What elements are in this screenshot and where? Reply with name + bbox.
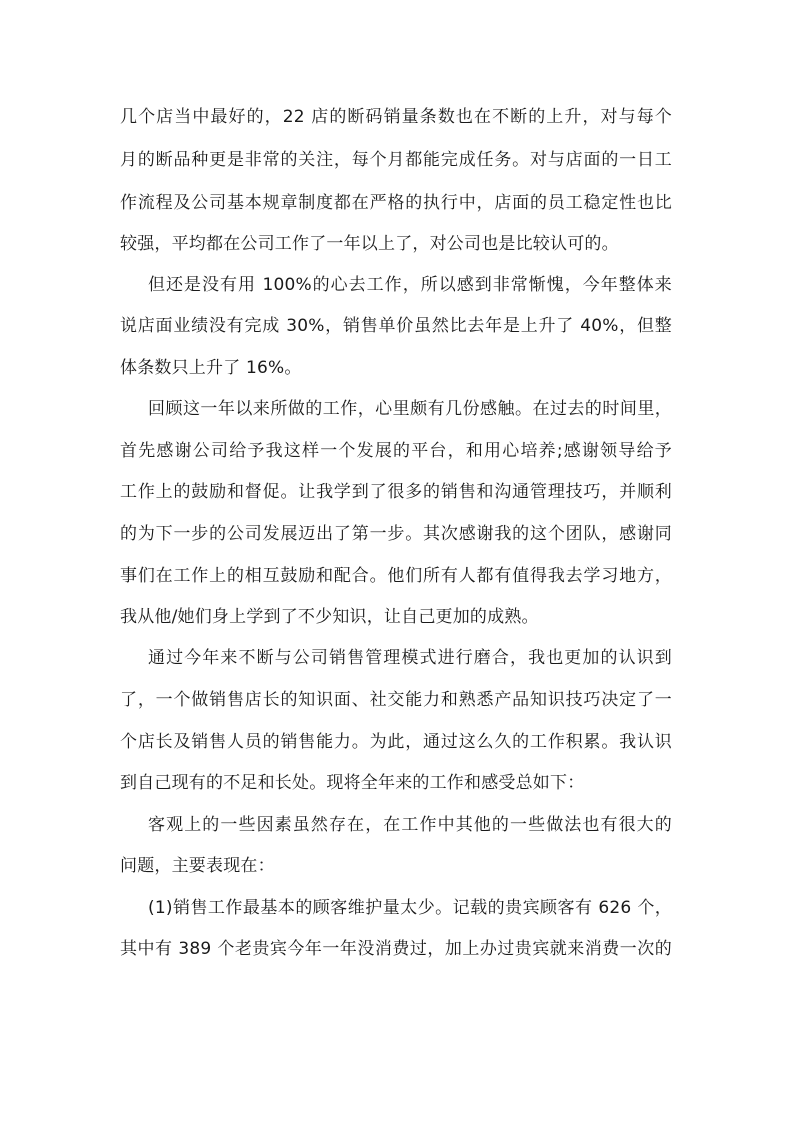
text-line: 问题，主要表现在： [120, 856, 275, 876]
text-line: 较强，平均都在公司工作了一年以上了，对公司也是比较认可的。 [120, 234, 619, 254]
text-line: 工作上的鼓励和督促。让我学到了很多的销售和沟通管理技巧，并顺利 [120, 482, 672, 502]
text-line: 我从他/她们身上学到了不少知识，让自己更加的成熟。 [120, 607, 539, 627]
text-line: 的为下一步的公司发展迈出了第一步。其次感谢我的这个团队，感谢同 [120, 524, 672, 544]
text-line: 个店长及销售人员的销售能力。为此，通过这么久的工作积累。我认识 [120, 732, 672, 752]
text-line: 几个店当中最好的，22 店的断码销量条数也在不断的上升，对与每个 [120, 107, 672, 127]
text-line: 了，一个做销售店长的知识面、社交能力和熟悉产品知识技巧决定了一 [120, 690, 672, 710]
text-line: 回顾这一年以来所做的工作，心里颇有几份感触。在过去的时间里， [148, 399, 672, 419]
text-line: 说店面业绩没有完成 30%，销售单价虽然比去年是上升了 40%，但整 [120, 316, 672, 336]
text-line: 作流程及公司基本规章制度都在严格的执行中，店面的员工稳定性也比 [120, 193, 672, 213]
text-line: (1)销售工作最基本的顾客维护量太少。记载的贵宾顾客有 626 个， [148, 898, 672, 918]
text-line: 客观上的一些因素虽然存在，在工作中其他的一些做法也有很大的 [148, 815, 672, 835]
text-line: 体条数只上升了 16%。 [120, 358, 302, 378]
text-line: 其中有 389 个老贵宾今年一年没消费过，加上办过贵宾就来消费一次的 [120, 939, 672, 959]
text-line: 月的断品种更是非常的关注，每个月都能完成任务。对与店面的一日工 [120, 150, 672, 170]
text-line: 通过今年来不断与公司销售管理模式进行磨合，我也更加的认识到 [148, 648, 672, 668]
text-line: 首先感谢公司给予我这样一个发展的平台，和用心培养;感谢领导给予 [120, 441, 672, 461]
text-line: 到自己现有的不足和长处。现将全年来的工作和感受总如下： [120, 773, 585, 793]
text-line: 但还是没有用 100%的心去工作，所以感到非常惭愧，今年整体来 [148, 275, 672, 295]
text-line: 事们在工作上的相互鼓励和配合。他们所有人都有值得我去学习地方， [120, 566, 672, 586]
